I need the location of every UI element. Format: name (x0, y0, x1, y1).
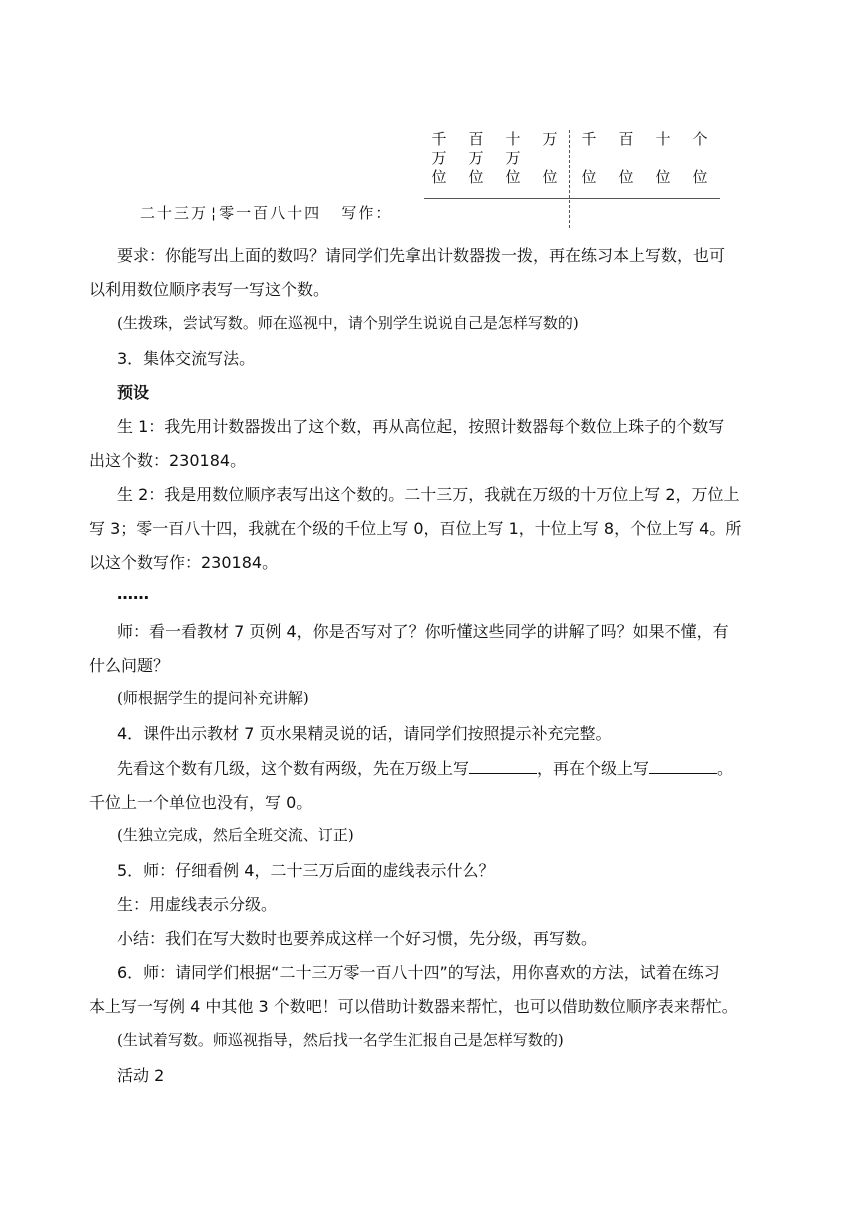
paragraph-line: 以这个数写作：230184。 (89, 553, 279, 572)
step-heading: 3．集体交流写法。 (117, 349, 256, 368)
step-heading: 5．师：仔细看例 4，二十三万后面的虚线表示什么？ (117, 861, 495, 880)
paragraph-line: 千位上一个单位也没有，写 0。 (89, 793, 313, 812)
teacher-note: (生试着写数。师巡视指导，然后找一名学生汇报自己是怎样写数的) (117, 1031, 564, 1049)
column-thousand: 千 位 (581, 130, 597, 186)
step-heading: 4．课件出示教材 7 页水果精灵说的话，请同学们按照提示补充完整。 (117, 724, 612, 743)
activity-label: 活动 2 (117, 1066, 165, 1085)
paragraph-line: 生 1：我先用计数器拨出了这个数，再从高位起，按照计数器每个数位上珠子的个数写 (117, 417, 725, 436)
paragraph-line: 生：用虚线表示分级。 (117, 895, 278, 914)
fill-blank[interactable] (649, 759, 717, 774)
column-ten: 十 位 (655, 130, 671, 186)
column-hundred: 百 位 (618, 130, 634, 186)
ellipsis: …… (117, 584, 149, 603)
teacher-note: (生独立完成，然后全班交流、订正) (117, 826, 354, 844)
paragraph-line: 什么问题？ (89, 656, 170, 675)
paragraph-line: 本上写一写例 4 中其他 3 个数吧！可以借助计数器来帮忙，也可以借助数位顺序表来帮忙。 (89, 997, 738, 1016)
section-label: 预设 (117, 383, 150, 402)
column-million: 百 万 位 (468, 130, 484, 186)
chart-header-rule (424, 198, 720, 199)
fill-blank[interactable] (469, 759, 537, 774)
paragraph-line: 以利用数位顺序表写一写这个数。 (89, 280, 330, 299)
paragraph-line: 生 2：我是用数位顺序表写出这个数的。二十三万，我就在万级的十万位上写 2，万位上 (117, 485, 740, 504)
summary-line: 小结：我们在写大数时也要养成这样一个好习惯，先分级，再写数。 (117, 929, 598, 948)
teacher-note: (师根据学生的提问补充讲解) (117, 689, 309, 707)
column-ten-thousand: 万 位 (542, 130, 558, 186)
class-divider-dashed (569, 130, 570, 228)
number-expression: 二十三万 ¦ 零一百八十四 写作： (140, 204, 393, 222)
place-value-chart (424, 130, 720, 228)
fill-in-line: 先看这个数有几级，这个数有两级，先在万级上写 ，再在个级上写 。 (117, 759, 734, 778)
column-one: 个 位 (692, 130, 708, 186)
paragraph-line: 写 3；零一百八十四，我就在个级的千位上写 0，百位上写 1，十位上写 8，个位上写 4。所 (89, 519, 742, 538)
paragraph-line: 要求：你能写出上面的数吗？请同学们先拿出计数器拨一拨，再在练习本上写数，也可 (117, 246, 726, 265)
paragraph-line: 师：看一看教材 7 页例 4，你是否写对了？你听懂这些同学的讲解了吗？如果不懂，有 (117, 622, 729, 641)
teacher-note: (生拨珠，尝试写数。师在巡视中，请个别学生说说自己是怎样写数的) (117, 314, 579, 332)
paragraph-line: 出这个数：230184。 (89, 451, 247, 470)
column-ten-million: 千 万 位 (431, 130, 447, 186)
step-heading: 6．师：请同学们根据“二十三万零一百八十四”的写法，用你喜欢的方法，试着在练习 (117, 963, 720, 982)
column-hundred-thousand: 十 万 位 (505, 130, 521, 186)
